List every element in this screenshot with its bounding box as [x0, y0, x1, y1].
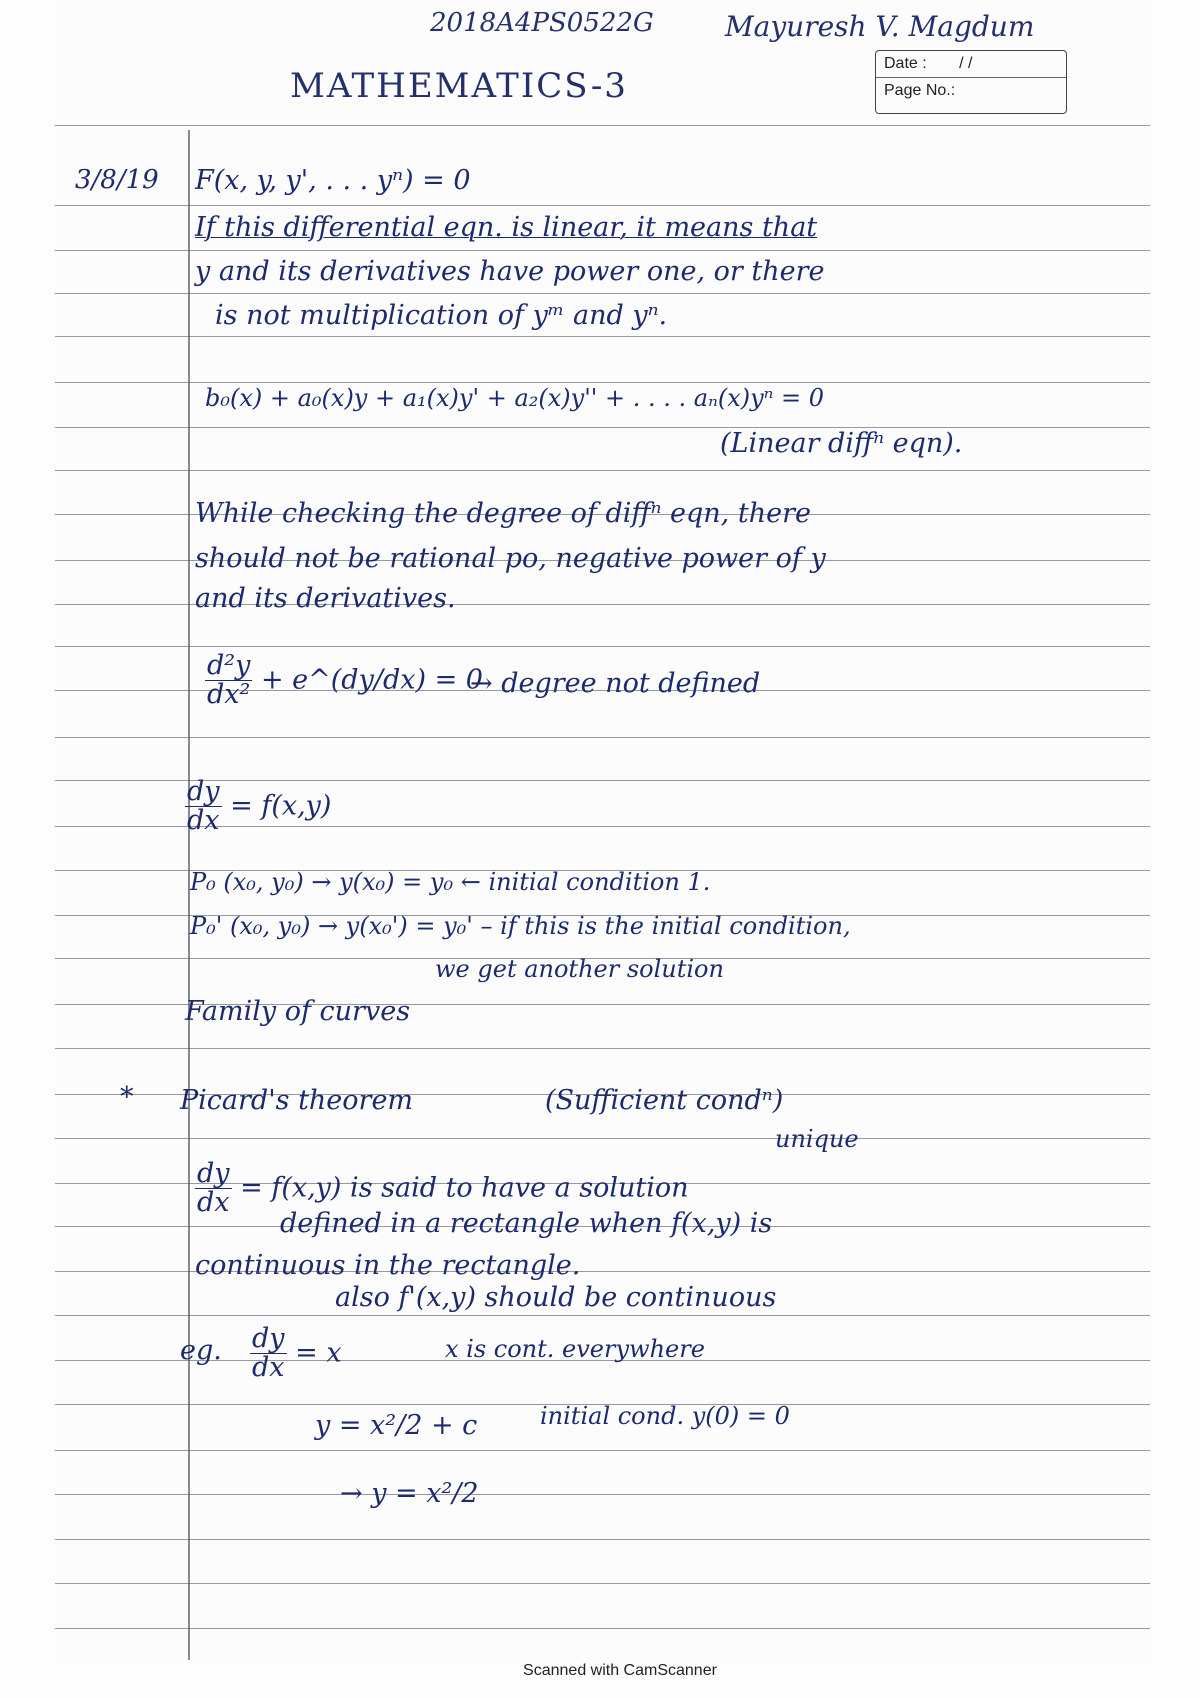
eq1-numerator: d²y — [207, 650, 251, 681]
linear-equation-label: (Linear diffⁿ eqn). — [720, 428, 963, 459]
t1-numerator: dy — [197, 1158, 230, 1189]
example-ode — [250, 1325, 342, 1383]
initial-condition-note: initial cond. y(0) = 0 — [540, 1402, 790, 1430]
picard-line-2: defined in a rectangle when f(x,y) is — [280, 1208, 773, 1239]
note-line-3: y and its derivatives have power one, or there — [195, 256, 825, 287]
note-line-8: should not be rational po, negative power of y — [195, 543, 826, 574]
picard-line-3: continuous in the rectangle. — [195, 1250, 581, 1281]
picard-heading: Picard's theorem — [180, 1085, 414, 1116]
unique-note: unique — [775, 1125, 859, 1153]
date-label: Date : — [884, 55, 927, 72]
second-derivative-fraction — [205, 652, 252, 710]
eg-rest: = x — [295, 1337, 342, 1369]
family-of-curves: Family of curves — [185, 996, 411, 1027]
note-line-4: is not multiplication of yᵐ and yⁿ. — [215, 300, 668, 331]
student-id: 2018A4PS0522G — [430, 8, 654, 38]
example-degree — [205, 652, 483, 710]
dy-dx-fraction — [185, 778, 222, 836]
eg-note: x is cont. everywhere — [445, 1335, 705, 1363]
note-line-7: While checking the degree of diffⁿ eqn, there — [195, 498, 811, 529]
eg-numerator: dy — [252, 1323, 285, 1354]
note-line-9: and its derivatives. — [195, 583, 456, 614]
picard-line-4: also f'(x,y) should be continuous — [335, 1282, 777, 1313]
initial-point-1: P₀ (x₀, y₀) → y(x₀) = y₀ ← initial condition 1. — [190, 868, 711, 896]
scanner-watermark: Scanned with CamScanner — [523, 1662, 717, 1679]
ode-general — [185, 778, 331, 836]
initial-point-2: P₀' (x₀, y₀) → y(x₀') = y₀' – if this is the initial condition, — [190, 912, 851, 940]
general-solution: y = x²/2 + c — [315, 1410, 478, 1441]
eg-label: eg. — [180, 1335, 222, 1366]
eq1-rest: + e^(dy/dx) = 0 — [260, 664, 483, 696]
star-bullet: * — [120, 1082, 134, 1113]
t1-rest: = f(x,y) is said to have a solution — [240, 1172, 689, 1204]
eq2-rest: = f(x,y) — [230, 790, 332, 822]
linear-equation: b₀(x) + a₀(x)y + a₁(x)y' + a₂(x)y'' + . . . . aₙ(x)yⁿ = 0 — [205, 384, 825, 412]
date-box — [875, 50, 1067, 114]
degree-note: → degree not defined — [470, 668, 761, 699]
eq1-denominator: dx² — [207, 679, 251, 711]
picard-condition: (Sufficient condⁿ) — [545, 1085, 784, 1116]
date-value: / / — [959, 55, 973, 72]
eg-dy-dx — [250, 1325, 287, 1383]
eg-denominator: dx — [252, 1352, 285, 1384]
note-line-1: F(x, y, y', . . . yⁿ) = 0 — [195, 165, 471, 196]
another-solution-note: we get another solution — [435, 955, 724, 983]
particular-solution: → y = x²/2 — [340, 1478, 479, 1509]
notebook-page — [55, 0, 1150, 1660]
note-line-2: If this differential eqn. is linear, it means that — [195, 212, 818, 243]
subject-title: MATHEMATICS-3 — [290, 66, 628, 106]
eq2-denominator: dx — [187, 805, 220, 837]
theorem-dy-dx — [195, 1160, 232, 1218]
eq2-numerator: dy — [187, 776, 220, 807]
t1-denominator: dx — [197, 1187, 230, 1219]
student-name: Mayuresh V. Magdum — [725, 10, 1035, 43]
page-label: Page No.: — [884, 82, 956, 99]
note-date: 3/8/19 — [75, 165, 159, 195]
